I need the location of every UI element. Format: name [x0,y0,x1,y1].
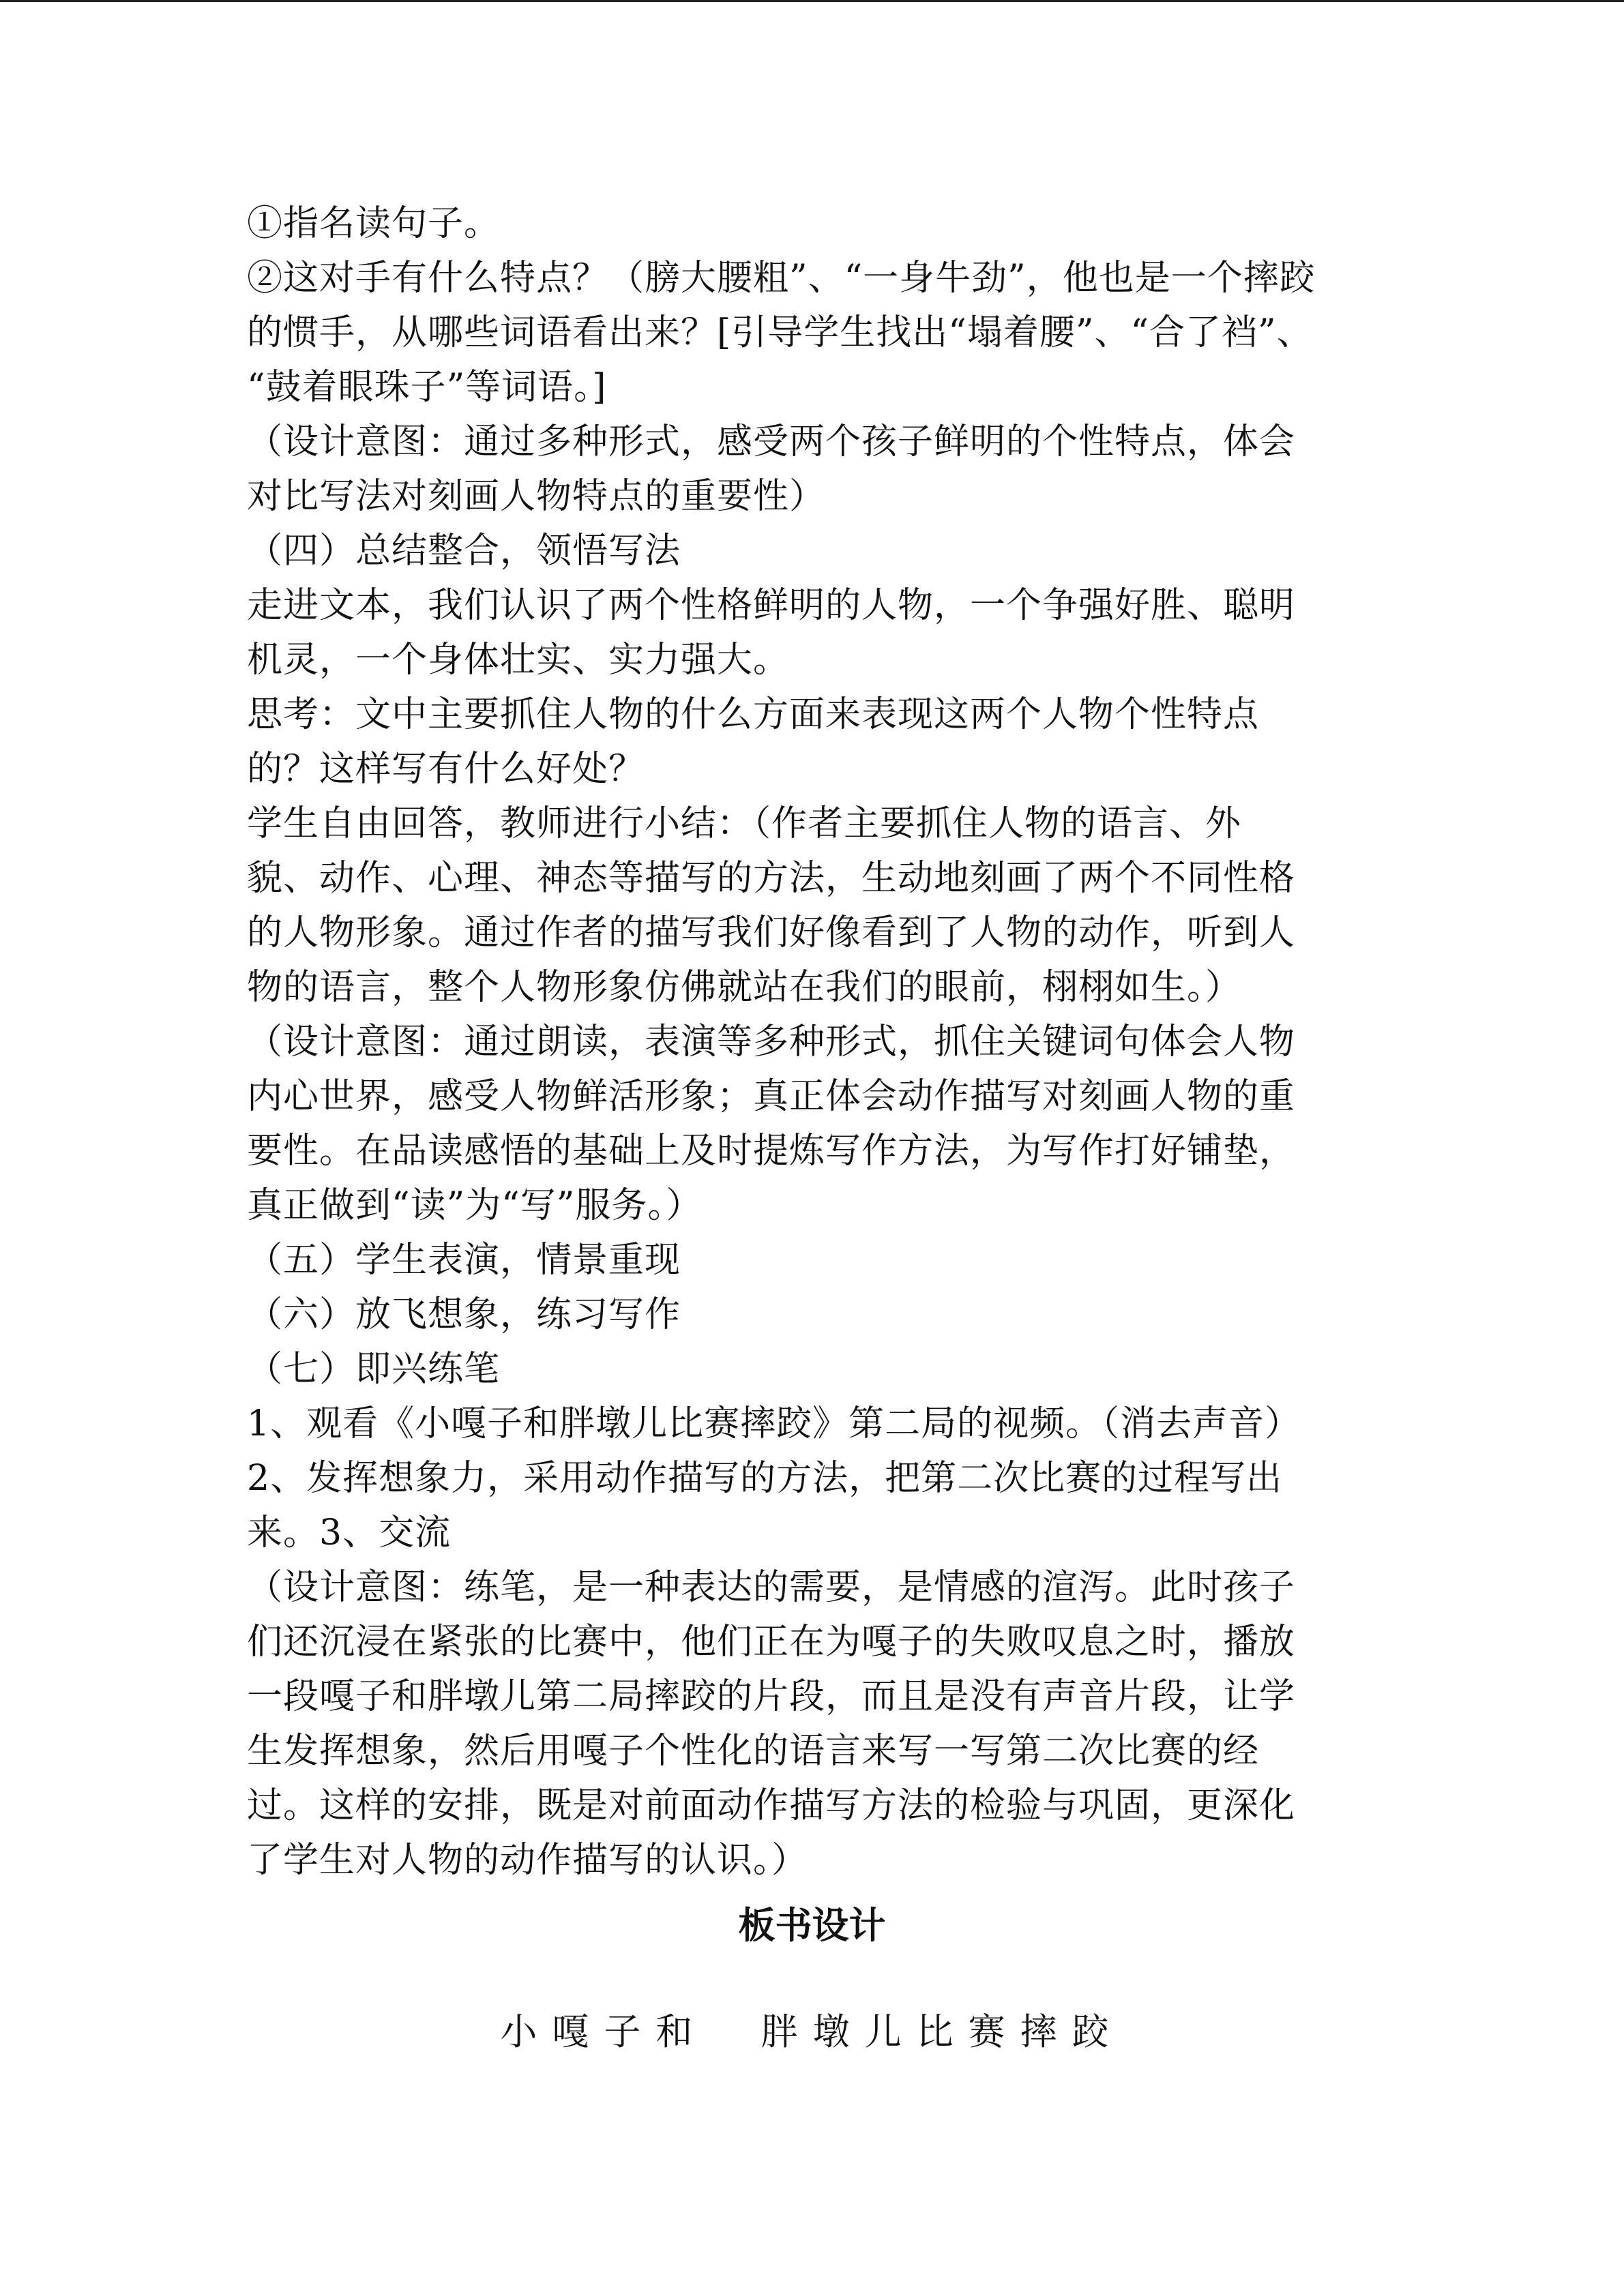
section-heading: （六）放飞想象，练习写作 [247,1294,681,1335]
section-heading: （五）学生表演，情景重现 [247,1240,681,1281]
body-line: 内心世界，感受人物鲜活形象；真正体会动作描写对刻画人物的重 [247,1076,1296,1117]
board-design-heading: 板书设计 [738,1903,886,1947]
body-line: 了学生对人物的动作描写的认识。） [247,1840,808,1881]
body-line: （设计意图：通过多种形式，感受两个孩子鲜明的个性特点，体会 [247,421,1296,462]
body-line: 学生自由回答，教师进行小结：（作者主要抓住人物的语言、外 [247,803,1242,844]
body-line: 生发挥想象，然后用嘎子个性化的语言来写一写第二次比赛的经 [247,1731,1260,1772]
body-line: （设计意图：通过朗读，表演等多种形式，抓住关键词句体会人物 [247,1022,1296,1062]
body-line: 思考：文中主要抓住人物的什么方面来表现这两个人物个性特点 [247,694,1260,735]
body-line: 2、发挥想象力，采用动作描写的方法，把第二次比赛的过程写出 [247,1458,1283,1499]
body-line: 真正做到“读”为“写”服务。） [247,1185,703,1226]
body-line: ②这对手有什么特点？（膀大腰粗”、“一身牛劲”，他也是一个摔跤 [247,258,1316,299]
body-line: 的？这样写有什么好处？ [247,749,645,790]
document-body [247,196,1393,1888]
board-title: 小嘎子和 胖墩儿比赛摔跤 [500,2010,1124,2053]
body-line: 要性。在品读感悟的基础上及时提炼写作方法，为写作打好铺垫， [247,1131,1296,1172]
body-line: 貌、动作、心理、神态等描写的方法，生动地刻画了两个不同性格 [247,858,1296,899]
body-line: 过。这样的安排，既是对前面动作描写方法的检验与巩固，更深化 [247,1785,1296,1826]
body-line: 1、观看《小嘎子和胖墩儿比赛摔跤》第二局的视频。（消去声音） [247,1403,1301,1444]
body-line: 物的语言，整个人物形象仿佛就站在我们的眼前，栩栩如生。） [247,967,1242,1008]
body-line: 对比写法对刻画人物特点的重要性） [247,476,826,517]
body-line: 机灵，一个身体壮实、实力强大。 [247,640,790,681]
body-line: 走进文本，我们认识了两个性格鲜明的人物，一个争强好胜、聪明 [247,585,1296,626]
body-line: （设计意图：练笔，是一种表达的需要，是情感的渲泻。此时孩子 [247,1567,1296,1608]
body-line: 一段嘎子和胖墩儿第二局摔跤的片段，而且是没有声音片段，让学 [247,1676,1296,1717]
body-line: ①指名读句子。 [247,203,501,244]
section-heading: （四）总结整合，领悟写法 [247,531,681,571]
body-line: 来。3、交流 [247,1512,452,1553]
body-line: 的人物形象。通过作者的描写我们好像看到了人物的动作，听到人 [247,912,1296,953]
body-line: “鼓着眼珠子”等词语。] [247,367,607,408]
section-heading: （七）即兴练笔 [247,1349,501,1390]
body-line: 们还沉浸在紧张的比赛中，他们正在为嘎子的失败叹息之时，播放 [247,1622,1296,1663]
top-border-line [0,0,1624,2]
body-line: 的惯手，从哪些词语看出来？[引导学生找出“塌着腰”、“合了裆”、 [247,312,1313,353]
